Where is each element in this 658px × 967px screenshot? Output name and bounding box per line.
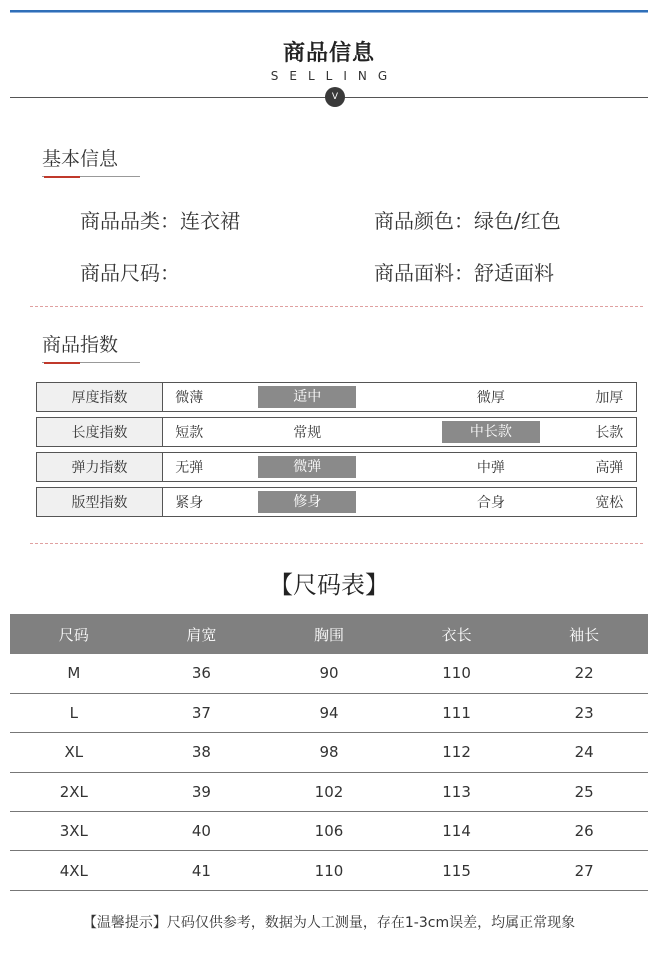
chevron-badge-icon: V — [325, 87, 345, 107]
index-option-cell — [215, 382, 399, 412]
index-option: 宽松 — [595, 495, 624, 511]
index-option-cell — [163, 382, 215, 412]
size-chart-cell: 112 — [393, 733, 521, 772]
index-option: 加厚 — [595, 390, 624, 406]
index-option: 高弹 — [595, 460, 624, 476]
index-option-selected: 中长款 — [442, 421, 540, 443]
size-chart-cell: 111 — [393, 693, 521, 732]
index-option-cell — [399, 382, 583, 412]
title-underline-accent — [44, 362, 80, 364]
index-row-label: 厚度指数 — [36, 382, 163, 412]
info-fabric-label: 商品面料： — [374, 261, 474, 285]
size-chart-column-header: 胸围 — [265, 614, 393, 654]
size-chart-column-header: 衣长 — [393, 614, 521, 654]
page-subtitle: SELLING — [270, 69, 399, 83]
size-chart-column-header: 肩宽 — [138, 614, 266, 654]
size-chart-cell: 102 — [265, 772, 393, 811]
size-chart-cell: L — [10, 693, 138, 732]
size-chart-cell: 98 — [265, 733, 393, 772]
info-category-value: 连衣裙 — [180, 209, 240, 233]
size-chart-cell: 110 — [393, 654, 521, 693]
size-chart-cell: 94 — [265, 693, 393, 732]
size-chart-cell: 39 — [138, 772, 266, 811]
size-chart-cell: 2XL — [10, 772, 138, 811]
index-option: 合身 — [476, 495, 505, 511]
page-title: 商品信息 — [282, 41, 375, 66]
index-row — [36, 382, 637, 412]
size-chart-cell: 114 — [393, 812, 521, 851]
size-chart-cell: 115 — [393, 851, 521, 890]
index-option-cell — [163, 417, 215, 447]
info-color-label: 商品颜色： — [374, 209, 474, 233]
index-option: 微厚 — [476, 390, 505, 406]
index-row-label: 版型指数 — [36, 487, 163, 517]
size-chart-row — [10, 654, 648, 693]
size-chart-cell: 37 — [138, 693, 266, 732]
index-row — [36, 417, 637, 447]
size-chart-cell: 41 — [138, 851, 266, 890]
index-option-cell — [399, 487, 583, 517]
size-chart-title: 【尺码表】 — [269, 571, 389, 599]
size-chart-cell: 3XL — [10, 812, 138, 851]
index-option: 短款 — [175, 425, 204, 441]
size-chart-cell: 25 — [520, 772, 648, 811]
index-option-cell — [163, 452, 215, 482]
section-divider — [30, 543, 643, 544]
index-row — [36, 487, 637, 517]
info-size — [80, 257, 180, 286]
size-chart-cell: 4XL — [10, 851, 138, 890]
size-chart-row — [10, 812, 648, 851]
index-option-cell — [583, 382, 637, 412]
size-chart-cell: 90 — [265, 654, 393, 693]
info-category-label: 商品品类： — [80, 209, 180, 233]
index-option: 紧身 — [175, 495, 204, 511]
index-option-cell — [583, 487, 637, 517]
index-option-selected: 微弹 — [258, 456, 356, 478]
index-option-selected: 修身 — [258, 491, 356, 513]
top-accent-bar — [10, 10, 648, 13]
size-chart-table — [10, 614, 648, 891]
product-index-table — [36, 377, 637, 522]
size-chart-cell: 106 — [265, 812, 393, 851]
index-option: 常规 — [293, 425, 322, 441]
index-option: 无弹 — [175, 460, 204, 476]
info-fabric — [374, 257, 554, 286]
size-chart-cell: 110 — [265, 851, 393, 890]
size-tip: 【温馨提示】尺码仅供参考，数据为人工测量，存在1-3cm误差，均属正常现象 — [82, 915, 576, 931]
index-option-cell — [583, 417, 637, 447]
index-option-cell — [399, 417, 583, 447]
index-option-cell — [215, 452, 399, 482]
size-chart-row — [10, 772, 648, 811]
info-category — [80, 205, 240, 234]
basic-info-title — [42, 144, 118, 171]
index-option-cell — [215, 417, 399, 447]
index-option-selected: 适中 — [258, 386, 356, 408]
page-header — [0, 36, 658, 83]
info-color-value: 绿色/红色 — [474, 209, 561, 233]
size-chart-cell: 27 — [520, 851, 648, 890]
index-row-label: 长度指数 — [36, 417, 163, 447]
index-option: 长款 — [595, 425, 624, 441]
size-chart-row — [10, 733, 648, 772]
index-option: 中弹 — [476, 460, 505, 476]
index-option-cell — [215, 487, 399, 517]
basic-info-title-text: 基本信息 — [42, 148, 119, 170]
index-option-cell — [399, 452, 583, 482]
size-chart-cell: 36 — [138, 654, 266, 693]
section-divider — [30, 306, 643, 307]
size-chart-cell: 23 — [520, 693, 648, 732]
size-chart-cell: 40 — [138, 812, 266, 851]
product-index-title-text: 商品指数 — [42, 334, 119, 356]
size-chart-cell: 113 — [393, 772, 521, 811]
size-chart-cell: 38 — [138, 733, 266, 772]
index-option-cell — [163, 487, 215, 517]
info-fabric-value: 舒适面料 — [474, 261, 554, 285]
index-option: 微薄 — [175, 390, 204, 406]
size-chart-row — [10, 851, 648, 890]
product-index-title — [42, 330, 118, 357]
index-option-cell — [583, 452, 637, 482]
size-chart-header-row — [10, 614, 648, 654]
index-row — [36, 452, 637, 482]
size-chart-cell: 26 — [520, 812, 648, 851]
size-chart-cell: 24 — [520, 733, 648, 772]
index-row-label: 弹力指数 — [36, 452, 163, 482]
size-chart-cell: XL — [10, 733, 138, 772]
size-chart-cell: 22 — [520, 654, 648, 693]
info-size-label: 商品尺码： — [80, 261, 180, 285]
info-color — [374, 205, 561, 234]
title-underline-accent — [44, 176, 80, 178]
size-chart-column-header: 尺码 — [10, 614, 138, 654]
size-chart-row — [10, 693, 648, 732]
size-chart-column-header: 袖长 — [520, 614, 648, 654]
size-chart-cell: M — [10, 654, 138, 693]
